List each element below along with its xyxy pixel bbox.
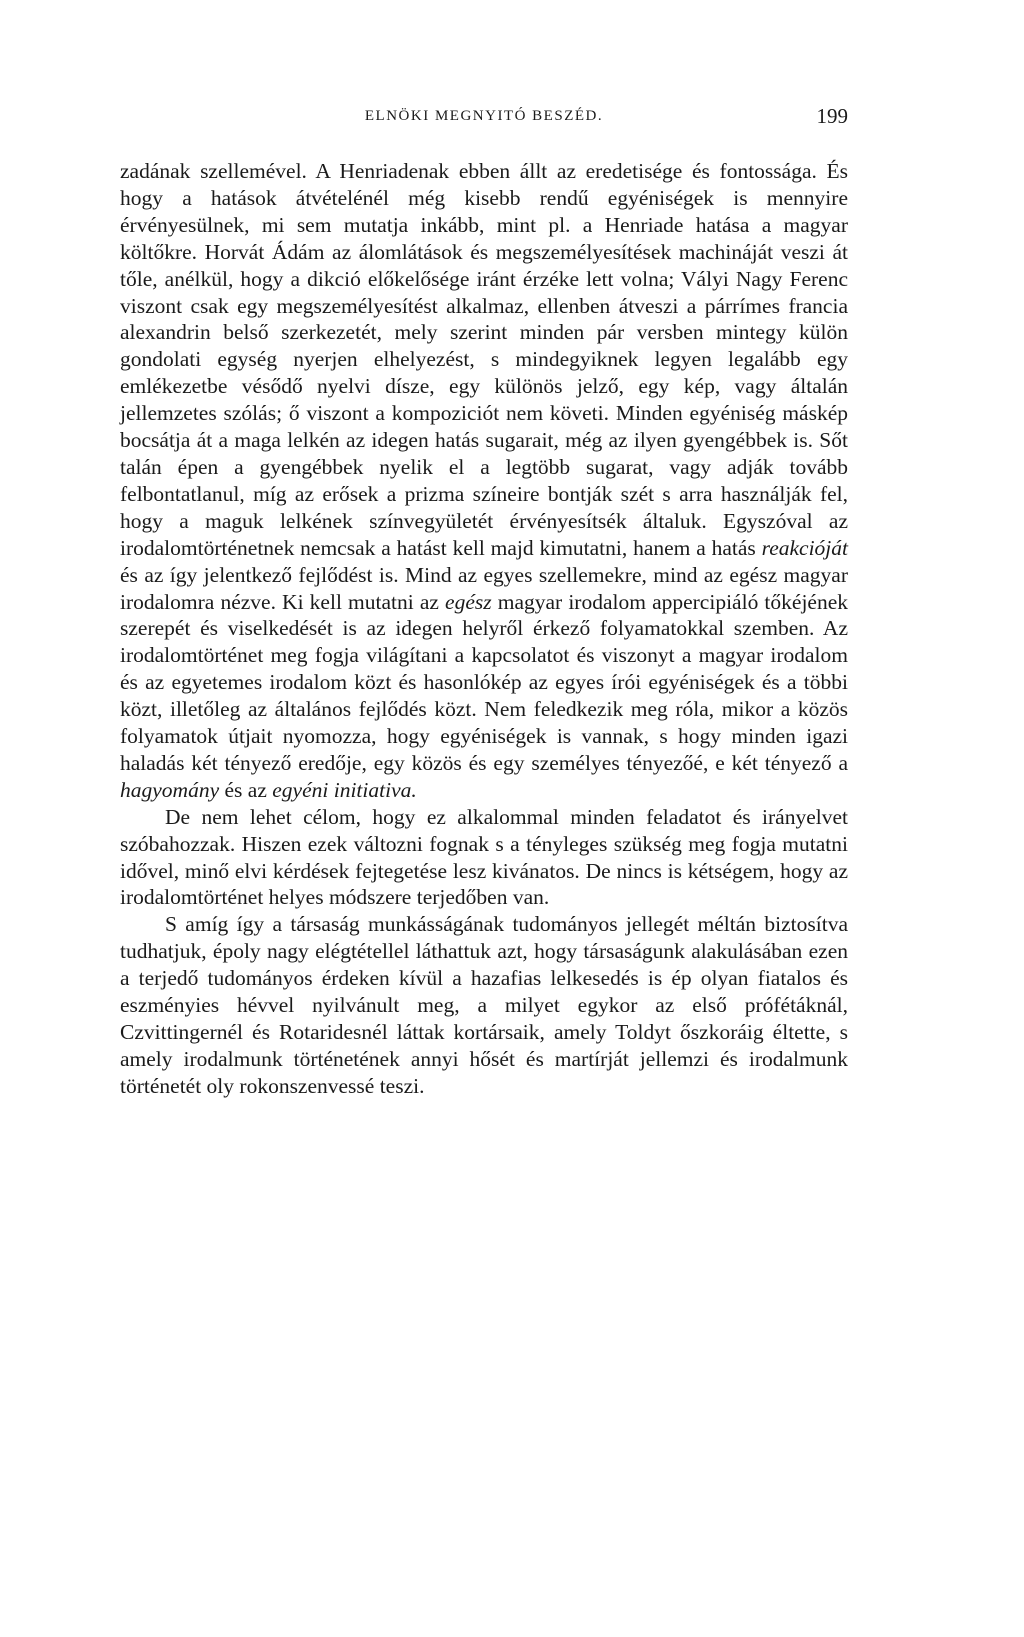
text-run: és az így jelentkező fejlődést is. Mind az egyes szellemekre, mind az egész magyar irodalomra nézve. Ki kell mutatni az xyxy=(120,562,848,614)
text-run: magyar irodalom appercipiáló tőkéjének szerepét és viselkedését is az idegen helyről érkező folyamatokkal szemben. Az irodalomtörténet meg fogja világítani a kapcsolatot és viszonyt a magyar irodalom és az egyetemes irodalom közt és hasonlókép az egyes írói egyéniségek és a többi közt, illetőleg az általános fejlődés közt. Nem feledkezik meg róla, mikor a közös folyamatok útjait nyomozza, hogy egyéniségek is vannak, s hogy minden igazi haladás két tényező eredője, egy közös és egy személyes tényezőé, e két tényező a xyxy=(120,589,849,775)
text-run: De nem lehet célom, hogy ez alkalommal minden feladatot és irányelvet szóbahozzak. Hiszen ezek változni fognak s a tényleges szükség meg fogja mutatni idővel, minő elvi kérdések fejtegetése lesz kivánatos. De nincs is kétségem, hogy az irodalomtörténet helyes módszere terjedőben van. xyxy=(120,804,848,910)
italic-run: hagyomány xyxy=(120,777,220,802)
italic-run: reakcióját xyxy=(761,535,848,560)
italic-run: egyéni initiativa. xyxy=(272,777,417,802)
italic-run: egész xyxy=(445,589,492,614)
running-title: ELNÖKI MEGNYITÓ BESZÉD. xyxy=(364,108,604,124)
paragraph xyxy=(120,911,848,1099)
paragraph xyxy=(120,804,848,912)
page-number: 199 xyxy=(816,104,848,128)
running-head xyxy=(120,104,848,134)
paragraph xyxy=(120,158,848,804)
text-run: zadának szellemével. A Henriadenak ebben állt az eredetisége és fontossága. És hogy a hatások átvételénél még kisebb rendű egyéniségek is mennyire érvényesülnek, mi sem mutatja inkább, mint pl. a Henriade hatása a magyar költőkre. Horvát Ádám az álomlátások és megszemélyesítések machináját veszi át tőle, anélkül, hogy a dikció előkelősége iránt érzéke lett volna; Vályi Nagy Ferenc viszont csak egy megszemélyesítést alkalmaz, ellenben átveszi a párrímes francia alexandrin belső szerkezetét, mely szerint minden pár versben mintegy külön gondolati egység nyerjen elhelyezést, s mindegyiknek legyen legalább egy emlékezetbe vésődő nyelvi dísze, egy különös jelző, egy kép, vagy általán jellemzetes szólás; ő viszont a kompoziciót nem követi. Minden egyéniség máskép bocsátja át a maga lelkén az idegen hatás sugarait, még az ilyen gyengébbek is. Sőt talán épen a gyengébbek nyelik el a legtöbb sugarat, vagy adják tovább felbontatlanul, míg az erősek a prizma színeire bontják szét s arra használják fel, hogy a maguk lelkének színvegyületét érvényesítsék általuk. Egyszóval az irodalomtörténetnek nemcsak a hatást kell majd kimutatni, hanem a hatás xyxy=(120,159,848,560)
text-run: és az xyxy=(219,777,273,802)
body-text xyxy=(120,158,848,1100)
text-run: S amíg így a társaság munkásságának tudományos jellegét méltán biztosítva tudhatjuk, époly nagy elégtétellel láthattuk azt, hogy társaságunk alakulásában ezen a terjedő tudományos érdeken kívül a hazafias lelkesedés is ép olyan fiatalos és eszményies hévvel nyilvánult meg, a milyet egykor az első prófétáknál, Czvittingernél és Rotaridesnél láttak kortársaik, amely Toldyt őszkoráig éltette, s amely irodalmunk történetének annyi hősét és martírját jellemzi és irodalmunk történetét oly rokonszenvessé teszi. xyxy=(120,912,848,1098)
